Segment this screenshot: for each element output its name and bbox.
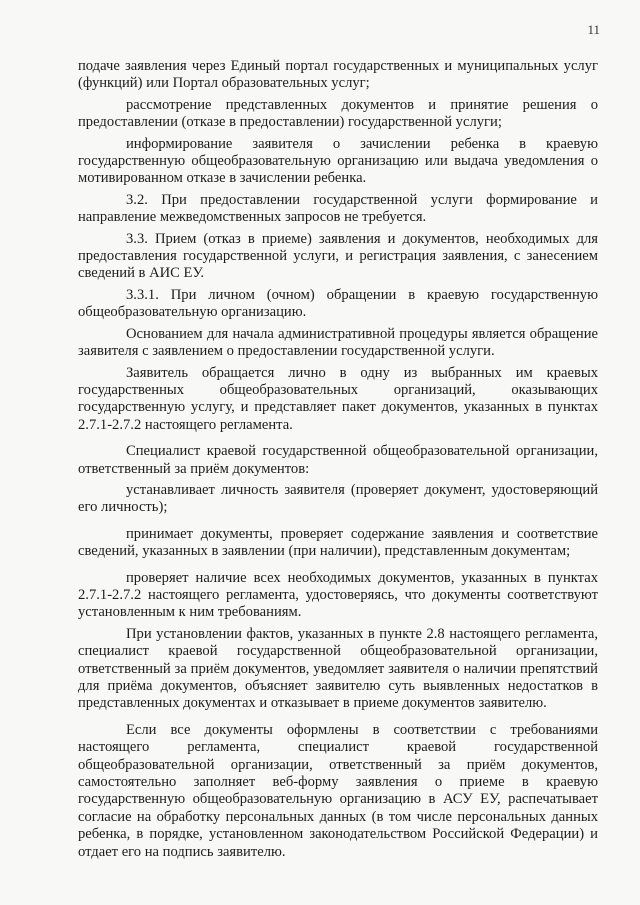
paragraph-web-form: Если все документы оформлены в соответствии с требованиями настоящего регламента, специалист краевой государственной общеобразовательной организации, ответственный за приём документов, самостоятельно заполняет веб-форму заявления о приеме в краевую государственную общеобразовательную организацию в АСУ ЕУ, распечатывает согласие на обработку персональных данных (в том числе персональных данных ребенка, в порядке, установленном законодательством Российской Федерации) и отдает его на подпись заявителю. [78, 721, 598, 860]
paragraph-section-3-2: 3.2. При предоставлении государственной услуги формирование и направление межведомственных запросов не требуется. [78, 191, 598, 226]
paragraph-specialist-intro: Специалист краевой государственной общеобразовательной организации, ответственный за приём документов: [78, 443, 598, 477]
paragraph-procedure-basis: Основанием для начала административной процедуры является обращение заявителя с заявлением о предоставлении государственной услуги. [78, 325, 598, 360]
page-number: 11 [587, 22, 600, 37]
paragraph-identify-applicant: устанавливает личность заявителя (проверяет документ, удостоверяющий его личность); [78, 481, 598, 516]
paragraph-accept-documents: принимает документы, проверяет содержание заявления и соответствие сведений, указанных в заявлении (при наличии), представленным документам; [78, 525, 598, 560]
paragraph-check-documents: проверяет наличие всех необходимых документов, указанных в пунктах 2.7.1-2.7.2 настоящего регламента, удостоверяясь, что документы соответствуют установленным к ним требованиям. [78, 569, 598, 621]
paragraph-applicant-applies: Заявитель обращается лично в одну из выбранных им краевых государственных общеобразовательных организаций, оказывающих государственную услугу, и представляет пакет документов, указанных в пунктах 2.7.1-2.7.2 настоящего регламента. [78, 364, 598, 433]
paragraph-portal-submission: подаче заявления через Единый портал государственных и муниципальных услуг (функций) или Портал образовательных услуг; [78, 58, 598, 92]
paragraph-obstacles: При установлении фактов, указанных в пункте 2.8 настоящего регламента, специалист краевой государственной общеобразовательной организации, ответственный за приём документов, уведомляет заявителя о наличии препятствий для приёма документов, объясняет заявителю суть выявленных недостатков в представленных документах и отказывает в приеме документов заявителю. [78, 625, 598, 712]
paragraph-section-3-3-1: 3.3.1. При личном (очном) обращении в краевую государственную общеобразовательную организацию. [78, 286, 598, 321]
paragraph-section-3-3: 3.3. Прием (отказ в приеме) заявления и документов, необходимых для предоставления государственной услуги, и регистрация заявления, с занесением сведений в АИС ЕУ. [78, 230, 598, 282]
document-body [78, 58, 598, 865]
paragraph-review-documents: рассмотрение представленных документов и принятие решения о предоставлении (отказе в предоставлении) государственной услуги; [78, 96, 598, 131]
paragraph-inform-applicant: информирование заявителя о зачислении ребенка в краевую государственную общеобразовательную организацию или выдача уведомления о мотивированном отказе в зачислении ребенка. [78, 135, 598, 187]
